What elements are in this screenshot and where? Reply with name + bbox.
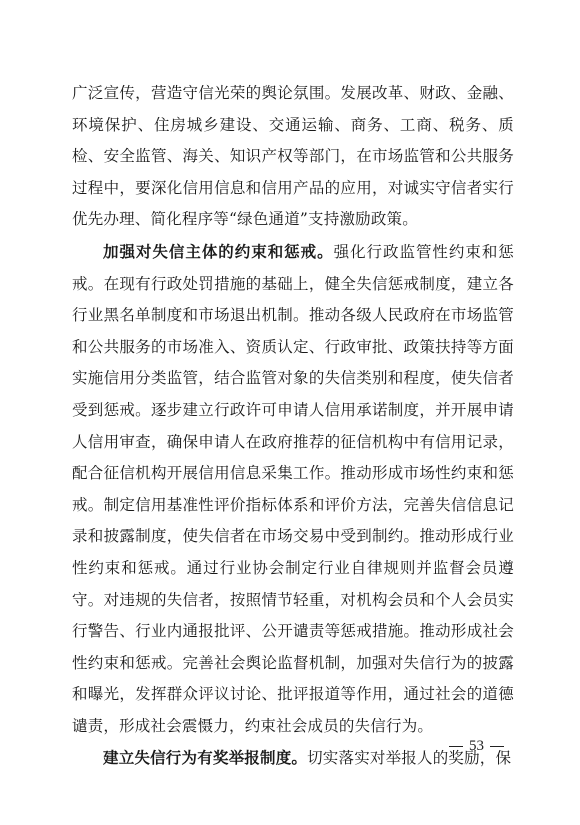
paragraph-2-heading: 加强对失信主体的约束和惩戒。: [103, 241, 334, 261]
paragraph-2-text: 强化行政监管性约束和惩戒。在现有行政处罚措施的基础上，健全失信惩戒制度，建立各行业黑名单制度和市场退出机制。推动各级人民政府在市场监管和公共服务的市场准入、资质认定、行政审批、政策扶持等方面实施信用分类监管，结合监管对象的失信类别和程度，使失信者受到惩戒。逐步建立行政许可申请人信用承诺制度，并开展申请人信用审查，确保申请人在政府推荐的征信机构中有信用记录，配合征信机构开展信用信息采集工作。推动形成市场性约束和惩戒。制定信用基准性评价指标体系和评价方法，完善失信信息记录和披露制度，使失信者在市场交易中受到制约。推动形成行业性约束和惩戒。通过行业协会制定行业自律规则并监督会员遵守。对违规的失信者，按照情节轻重，对机构会员和个人会员实行警告、行业内通报批评、公开谴责等惩戒措施。推动形成社会性约束和惩戒。完善社会舆论监督机制，加强对失信行为的披露和曝光，发挥群众评议讨论、批评报道等作用，通过社会的道德谴责，形成社会震慑力，约束社会成员的失信行为。: [72, 242, 514, 735]
paragraph-2: [72, 236, 514, 743]
page-number: 53: [469, 738, 484, 754]
paragraph-3: [72, 742, 514, 775]
document-body: [72, 78, 514, 775]
page-footer: [449, 738, 504, 755]
right-dash: [490, 746, 504, 748]
paragraph-1: [72, 78, 514, 236]
paragraph-3-text: 切实落实对举报人的奖励，保: [307, 749, 512, 768]
left-dash: [449, 746, 463, 748]
paragraph-1-text: 广泛宣传，营造守信光荣的舆论氛围。发展改革、财政、金融、环境保护、住房城乡建设、交通运输、商务、工商、税务、质检、安全监管、海关、知识产权等部门，在市场监管和公共服务过程中，要深化信用信息和信用产品的应用，对诚实守信者实行优先办理、简化程序等“绿色通道”支持激励政策。: [72, 84, 514, 229]
paragraph-3-heading: 建立失信行为有奖举报制度。: [103, 748, 308, 768]
